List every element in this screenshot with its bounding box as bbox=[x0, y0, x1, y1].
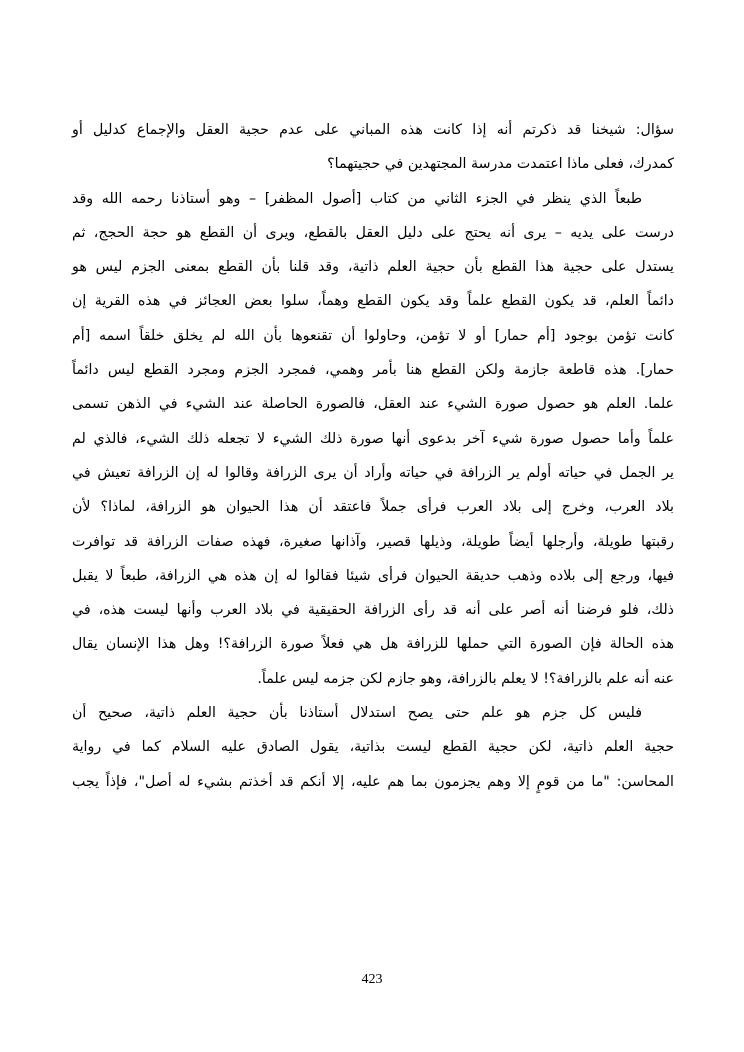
text-line: فيها، ورجع إلى بلاده وذهب حديقة الحيوان فرأى شيئا فقالوا له إن هذه هي الزرافة، طبعاً لا يقبل bbox=[72, 567, 674, 584]
text-line: فليس كل جزم هو علم حتى يصح استدلال أستاذنا بأن حجية العلم ذاتية، صحيح أن bbox=[72, 705, 642, 722]
text-line: ير الجمل في حياته أولم ير الزرافة في حياته وأراد أن يرى الزرافة وقالوا له إن الزرافة تعيش في bbox=[72, 464, 674, 481]
text-line: دائماً العلم، قد يكون القطع علماً وقد يكون القطع وهماً، سلوا بعض العجائز في هذه القرية إن bbox=[72, 293, 674, 310]
text-line: ذلك، فلو فرضنا أنه أصر على أنه قد رأى الزرافة الحقيقية في بلاد العرب وأنها ليست هذه، في bbox=[72, 602, 674, 619]
text-line: بلاد العرب، وخرج إلى بلاد العرب فرأى جملاً فاعتقد أن هذا الحيوان هو الزرافة، لماذا؟ لأن bbox=[72, 499, 674, 516]
text-line: طبعاً الذي ينظر في الجزء الثاني من كتاب [أصول المظفر] – وهو أستاذنا رحمه الله وقد bbox=[72, 190, 642, 207]
text-line: يستدل على حجية هذا القطع بأن حجية العلم ذاتية، وقد قلنا بأن القطع بمعنى الجزم ليس هو bbox=[72, 259, 674, 276]
text-line: حمار]. هذه قاطعة جازمة ولكن القطع هنا بأمر وهمي، فمجرد الجزم ومجرد القطع ليس دائماً bbox=[72, 362, 674, 379]
text-line: علماً وأما حصول صورة شيء آخر بدعوى أنها صورة ذلك الشيء لا تجعله ذلك الشيء، فالذي لم bbox=[72, 430, 674, 447]
text-line: كانت تؤمن بوجود [أم حمار] أو لا تؤمن، وحاولوا أن تقنعوها بأن الله لم يخلق خلقاً اسمه [أم bbox=[72, 327, 674, 344]
text-line: هذه الحالة فإن الصورة التي حملها للزرافة هل هي فعلاً صورة الزرافة؟! وهل هذا الإنسان يقال bbox=[72, 636, 674, 653]
text-line: المحاسن: "ما من قومٍ إلا وهم يجزمون بما هم عليه، إلا أنكم قد أخذتم بشيء له أصل"، فإذاً يجب bbox=[72, 773, 674, 790]
text-line: حجية العلم ذاتية، لكن حجية القطع ليست بذاتية، يقول الصادق عليه السلام كما في رواية bbox=[72, 739, 674, 756]
text-line: درست على يديه – يرى أنه يحتج على دليل العقل بالقطع، ويرى أن القطع هو حجة الحجج، ثم bbox=[72, 224, 674, 241]
page-number: 423 bbox=[361, 972, 383, 987]
body-text bbox=[72, 113, 674, 799]
text-line: عنه أنه علم بالزرافة؟! لا يعلم بالزرافة، وهو جازم لكن جزمه ليس علماً. bbox=[257, 670, 674, 687]
text-line: علما. العلم هو حصول صورة الشيء عند العقل، فالصورة الحاصلة عند الشيء في الذهن تسمى bbox=[72, 396, 674, 413]
text-line: سؤال: شيخنا قد ذكرتم أنه إذا كانت هذه المباني على عدم حجية العقل والإجماع كدليل أو bbox=[72, 122, 674, 138]
text-line: كمدرك، فعلى ماذا اعتمدت مدرسة المجتهدين في حجيتهما؟ bbox=[327, 156, 674, 173]
text-line: رقبتها طويلة، وأرجلها أيضاً طويلة، وذيلها قصير، وآذانها صغيرة، فهذه صفات الزرافة قد توافرت bbox=[72, 533, 674, 550]
